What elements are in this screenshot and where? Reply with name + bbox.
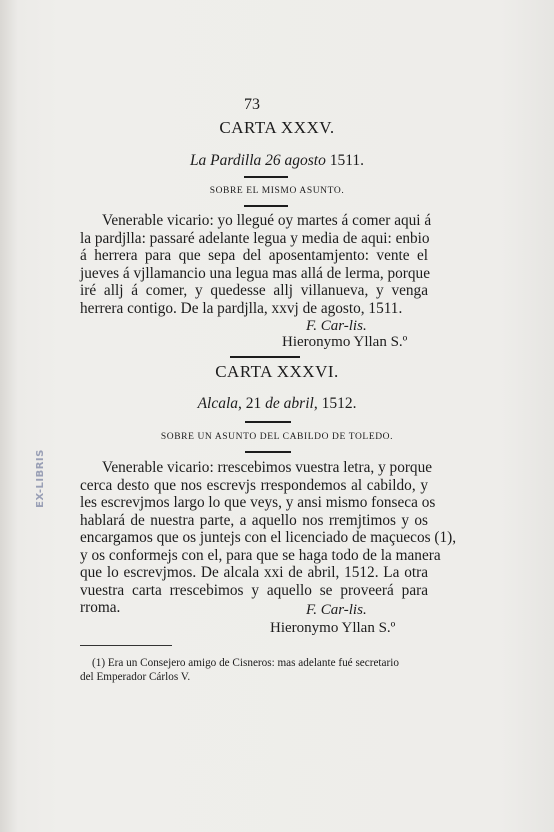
- letter-35-body: [80, 212, 432, 317]
- letter-35-signature-italic: [306, 318, 367, 335]
- signature-italic-text: F. Car-lis.: [306, 318, 367, 334]
- letter-36-body: [80, 459, 457, 617]
- letter-35-place-date: La Pardilla 26 agosto: [189, 152, 326, 169]
- letter-36-subtitle: SOBRE UN ASUNTO DEL CABILDO DE TOLEDO.: [160, 432, 394, 442]
- body-line: cerca desto que nos escrevjs rrespondemos al cabildo, y: [80, 476, 428, 494]
- page-number: 73: [244, 96, 260, 113]
- body-line: iré allj á comer, y quedesse allj villanueva, y venga: [80, 282, 428, 299]
- divider: [245, 421, 291, 423]
- body-line: vuestra carta rrescebimos y aquello se proveerá para: [80, 581, 428, 599]
- letter-36-dateline: Alcala, 21 de abril, 1512.: [197, 395, 357, 412]
- body-line: á herrera para que sepa del aposentamjento: vente el: [80, 247, 428, 264]
- footnote: [80, 656, 434, 684]
- body-line: la pardjlla: passaré adelante legua y media de aqui: enbio: [80, 229, 430, 247]
- ex-libris-label: EX-LIBRIS: [34, 448, 46, 508]
- body-line: hablará de nuestra parte, a aquello nos rremjtimos y os: [80, 511, 428, 529]
- body-line: jueves á vjllamancio una legua mas allá de lerma, porque: [80, 264, 430, 282]
- letter-35-subtitle: SOBRE EL MISMO ASUNTO.: [209, 186, 345, 196]
- footnote-divider: [80, 645, 172, 646]
- body-line: Venerable vicario: rrescebimos vuestra letra, y porque: [102, 459, 433, 476]
- letter-36-month: de abril: [265, 395, 314, 412]
- body-line: Venerable vicario: yo llegué oy martes á comer aqui á: [102, 212, 432, 229]
- ex-libris-stamp: [20, 438, 60, 518]
- letter-35-heading: CARTA XXXV.: [219, 118, 335, 137]
- footnote-line: del Emperador Cárlos V.: [80, 671, 191, 683]
- letter-35-dateline: [0, 152, 554, 170]
- body-line: herrera contigo. De la pardjlla, xxvj de agosto, 1511.: [80, 299, 403, 317]
- letter-36-day: 21: [245, 395, 262, 412]
- letter-36-year: 1512.: [321, 395, 357, 412]
- letter-36-signature-name: Hieronymo Yllan S.º: [270, 620, 396, 636]
- body-line: que lo escrevjmos. De alcala xxi de abril, 1512. La otra: [80, 564, 428, 581]
- body-line: encargamos que os juntejs con el licenciado de maçuecos (1),: [80, 529, 457, 546]
- footnote-line: (1) Era un Consejero amigo de Cisneros: mas adelante fué secretario: [92, 657, 399, 669]
- letter-36-signature-italic: [306, 602, 367, 619]
- signature-italic-text: F. Car-lis.: [306, 602, 367, 618]
- letter-35-signature-name: Hieronymo Yllan S.º: [282, 334, 408, 350]
- body-line: les escrevjmos largo lo que veys, y ansi mismo fonseca os: [80, 494, 436, 511]
- divider: [245, 451, 291, 453]
- body-line: rroma.: [80, 599, 121, 616]
- letter-36-heading: CARTA XXXVI.: [215, 362, 339, 381]
- letter-35-year: 1511.: [329, 152, 365, 169]
- body-line: y os conformejs con el, para que se haga todo de la manera: [80, 546, 441, 564]
- divider: [230, 356, 300, 358]
- letter-36-place: Alcala: [197, 395, 239, 412]
- divider: [244, 205, 288, 207]
- divider: [244, 176, 288, 178]
